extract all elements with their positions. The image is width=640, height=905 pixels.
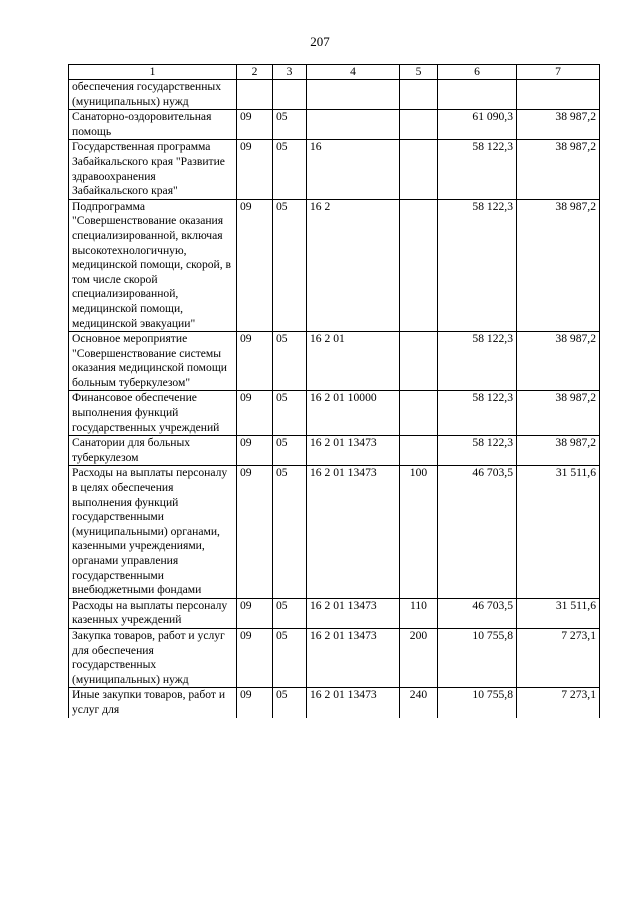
column-header-2: 2: [237, 65, 273, 80]
row-amount-2: 38 987,2: [517, 391, 600, 436]
row-expense-type: [400, 140, 438, 199]
table-row: [69, 140, 600, 199]
row-subsection-code: [273, 80, 307, 110]
table-row: [69, 80, 600, 110]
table-row: [69, 598, 600, 628]
column-header-5: 5: [400, 65, 438, 80]
row-subsection-code: 05: [273, 688, 307, 718]
row-amount-2: 7 273,1: [517, 688, 600, 718]
row-subsection-code: 05: [273, 332, 307, 391]
row-name: Санаторно-оздоровительная помощь: [69, 110, 237, 140]
row-amount-2: 38 987,2: [517, 332, 600, 391]
row-section-code: 09: [237, 332, 273, 391]
row-amount-2: 7 273,1: [517, 628, 600, 687]
column-header-3: 3: [273, 65, 307, 80]
row-section-code: 09: [237, 688, 273, 718]
row-name: Расходы на выплаты персоналу казенных учреждений: [69, 598, 237, 628]
row-amount-1: 58 122,3: [438, 332, 517, 391]
row-amount-2: 38 987,2: [517, 199, 600, 331]
row-expense-type: 100: [400, 466, 438, 598]
row-target-article: 16 2 01 13473: [307, 466, 400, 598]
row-expense-type: 110: [400, 598, 438, 628]
column-header-4: 4: [307, 65, 400, 80]
row-section-code: 09: [237, 199, 273, 331]
row-target-article: 16 2 01 13473: [307, 436, 400, 466]
row-name: Финансовое обеспечение выполнения функций государственных учреждений: [69, 391, 237, 436]
row-subsection-code: 05: [273, 110, 307, 140]
row-amount-1: 46 703,5: [438, 598, 517, 628]
row-section-code: 09: [237, 598, 273, 628]
row-name: Расходы на выплаты персоналу в целях обеспечения выполнения функций государственными (муниципальными) органами, казенными учреждениями, органами управления государственными внебюджетными фондами: [69, 466, 237, 598]
column-header-7: 7: [517, 65, 600, 80]
page-number: 207: [310, 34, 330, 49]
table-row: [69, 466, 600, 598]
row-name: Санатории для больных туберкулезом: [69, 436, 237, 466]
row-target-article: 16 2 01: [307, 332, 400, 391]
row-subsection-code: 05: [273, 436, 307, 466]
row-target-article: 16 2 01 13473: [307, 628, 400, 687]
row-target-article: [307, 110, 400, 140]
table-row: [69, 436, 600, 466]
row-amount-2: 38 987,2: [517, 436, 600, 466]
row-target-article: [307, 80, 400, 110]
row-expense-type: [400, 199, 438, 331]
row-section-code: 09: [237, 391, 273, 436]
row-amount-1: 58 122,3: [438, 391, 517, 436]
row-amount-2: 31 511,6: [517, 466, 600, 598]
row-target-article: 16 2 01 13473: [307, 598, 400, 628]
row-amount-1: 58 122,3: [438, 199, 517, 331]
row-expense-type: [400, 391, 438, 436]
row-section-code: 09: [237, 466, 273, 598]
row-amount-2: 31 511,6: [517, 598, 600, 628]
row-section-code: 09: [237, 628, 273, 687]
budget-table: [68, 64, 600, 718]
row-name: Подпрограмма "Совершенствование оказания специализированной, включая высокотехнологичную, медицинской помощи, скорой, в том числе скорой специализированной, медицинской помощи, медицинской эвакуации": [69, 199, 237, 331]
table-row: [69, 688, 600, 718]
row-section-code: 09: [237, 110, 273, 140]
row-amount-1: 10 755,8: [438, 688, 517, 718]
row-amount-1: 58 122,3: [438, 140, 517, 199]
table-row: [69, 391, 600, 436]
row-amount-1: 58 122,3: [438, 436, 517, 466]
row-amount-2: 38 987,2: [517, 110, 600, 140]
header-row: [69, 65, 600, 80]
table-row: [69, 199, 600, 331]
row-amount-1: 61 090,3: [438, 110, 517, 140]
row-subsection-code: 05: [273, 199, 307, 331]
row-name: Закупка товаров, работ и услуг для обеспечения государственных (муниципальных) нужд: [69, 628, 237, 687]
row-subsection-code: 05: [273, 628, 307, 687]
row-target-article: 16 2 01 13473: [307, 688, 400, 718]
row-subsection-code: 05: [273, 598, 307, 628]
row-name: Иные закупки товаров, работ и услуг для: [69, 688, 237, 718]
row-subsection-code: 05: [273, 140, 307, 199]
table-row: [69, 332, 600, 391]
row-name: Основное мероприятие "Совершенствование системы оказания медицинской помощи больным туберкулезом": [69, 332, 237, 391]
row-expense-type: 240: [400, 688, 438, 718]
row-target-article: 16 2 01 10000: [307, 391, 400, 436]
row-subsection-code: 05: [273, 466, 307, 598]
column-header-6: 6: [438, 65, 517, 80]
row-amount-1: 46 703,5: [438, 466, 517, 598]
row-amount-1: [438, 80, 517, 110]
row-expense-type: [400, 110, 438, 140]
row-section-code: [237, 80, 273, 110]
row-target-article: 16 2: [307, 199, 400, 331]
row-amount-1: 10 755,8: [438, 628, 517, 687]
row-section-code: 09: [237, 140, 273, 199]
column-header-1: 1: [69, 65, 237, 80]
row-expense-type: 200: [400, 628, 438, 687]
row-expense-type: [400, 80, 438, 110]
row-expense-type: [400, 436, 438, 466]
row-name: Государственная программа Забайкальского края "Развитие здравоохранения Забайкальского края": [69, 140, 237, 199]
row-target-article: 16: [307, 140, 400, 199]
row-name: обеспечения государственных (муниципальных) нужд: [69, 80, 237, 110]
row-amount-2: 38 987,2: [517, 140, 600, 199]
row-subsection-code: 05: [273, 391, 307, 436]
table-row: [69, 628, 600, 687]
row-expense-type: [400, 332, 438, 391]
row-amount-2: [517, 80, 600, 110]
table-row: [69, 110, 600, 140]
row-section-code: 09: [237, 436, 273, 466]
